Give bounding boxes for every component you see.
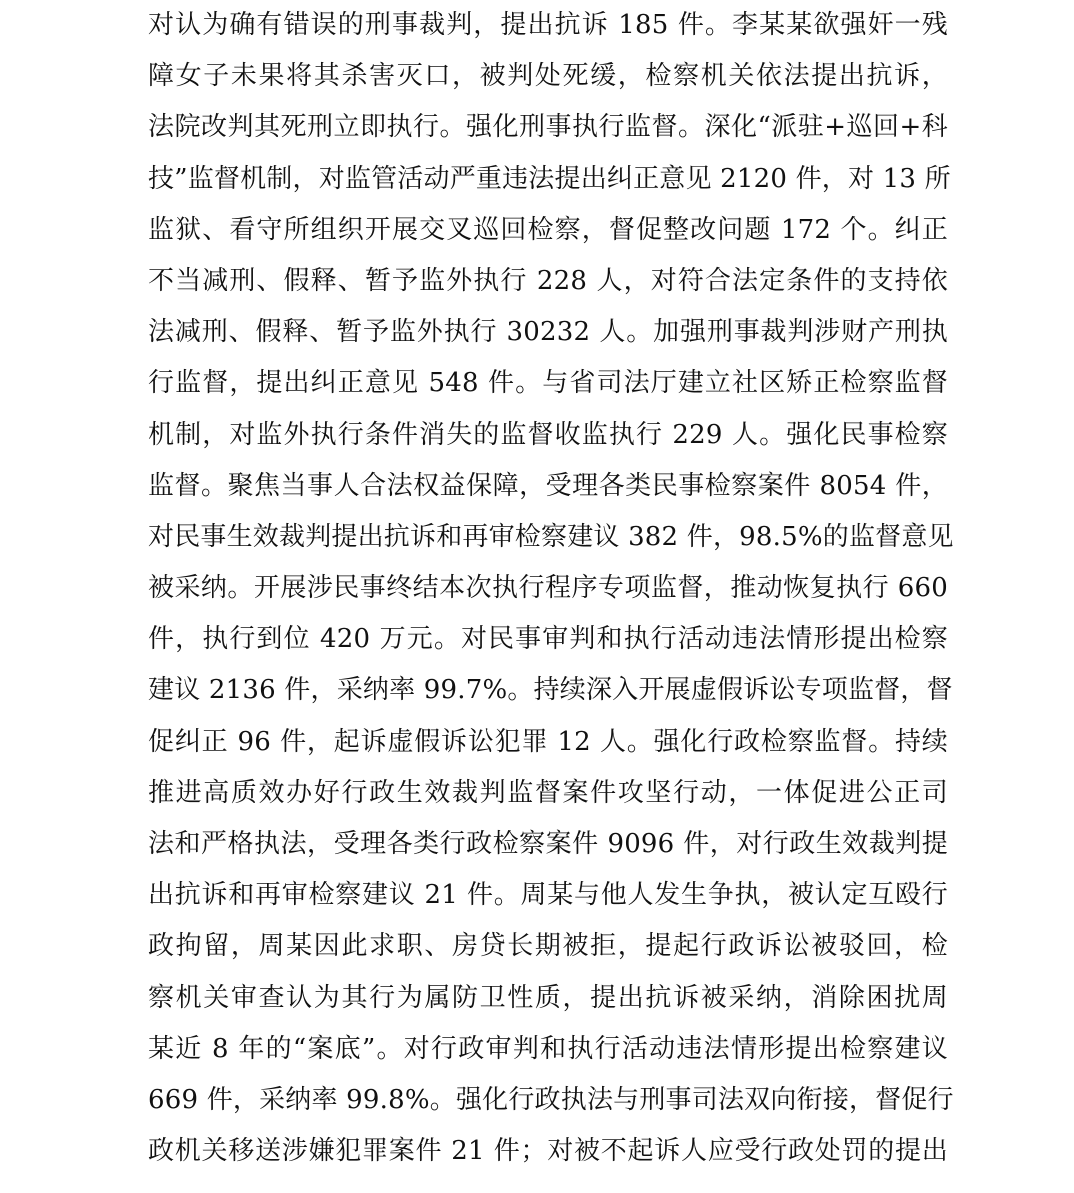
text-line: 行监督，提出纠正意见 548 件。与省司法厅建立社区矫正检察监督 [148, 368, 948, 399]
text-line: 件，执行到位 420 万元。对民事审判和执行活动违法情形提出检察 [148, 624, 948, 655]
text-line: 推进高质效办好行政生效裁判监督案件攻坚行动，一体促进公正司 [148, 777, 948, 808]
text-line: 不当减刑、假释、暂予监外执行 228 人，对符合法定条件的支持依 [148, 265, 948, 296]
text-line: 被采纳。开展涉民事终结本次执行程序专项监督，推动恢复执行 660 [148, 573, 948, 604]
text-line: 察机关审查认为其行为属防卫性质，提出抗诉被采纳，消除困扰周 [148, 982, 948, 1013]
text-line: 政机关移送涉嫌犯罪案件 21 件；对被不起诉人应受行政处罚的提出 [148, 1136, 948, 1167]
text-line: 对认为确有错误的刑事裁判，提出抗诉 185 件。李某某欲强奸一残 [148, 10, 948, 40]
text-line: 对民事生效裁判提出抗诉和再审检察建议 382 件，98.5%的监督意见 [148, 521, 954, 552]
text-line: 监督。聚焦当事人合法权益保障，受理各类民事检察案件 8054 件， [148, 470, 948, 501]
text-line: 某近 8 年的“案底”。对行政审判和执行活动违法情形提出检察建议 [148, 1033, 948, 1064]
text-line: 669 件，采纳率 99.8%。强化行政执法与刑事司法双向衔接，督促行 [148, 1084, 954, 1115]
text-line: 障女子未果将其杀害灭口，被判处死缓，检察机关依法提出抗诉， [148, 61, 948, 92]
text-line: 监狱、看守所组织开展交叉巡回检察，督促整改问题 172 个。纠正 [148, 214, 948, 245]
text-line: 建议 2136 件，采纳率 99.7%。持续深入开展虚假诉讼专项监督，督 [148, 675, 953, 706]
text-line: 法减刑、假释、暂予监外执行 30232 人。加强刑事裁判涉财产刑执 [148, 317, 948, 348]
text-line: 技”监督机制，对监管活动严重违法提出纠正意见 2120 件，对 13 所 [148, 163, 951, 194]
text-line: 政拘留，周某因此求职、房贷长期被拒，提起行政诉讼被驳回，检 [148, 931, 948, 962]
body-text [148, 0, 954, 1177]
text-line: 出抗诉和再审检察建议 21 件。周某与他人发生争执，被认定互殴行 [148, 880, 948, 911]
text-line: 法和严格执法，受理各类行政检察案件 9096 件，对行政生效裁判提 [148, 829, 948, 859]
text-line: 促纠正 96 件，起诉虚假诉讼犯罪 12 人。强化行政检察监督。持续 [148, 726, 948, 757]
text-line: 机制，对监外执行条件消失的监督收监执行 229 人。强化民事检察 [148, 419, 948, 450]
text-line: 法院改判其死刑立即执行。强化刑事执行监督。深化“派驻+巡回+科 [148, 112, 948, 143]
